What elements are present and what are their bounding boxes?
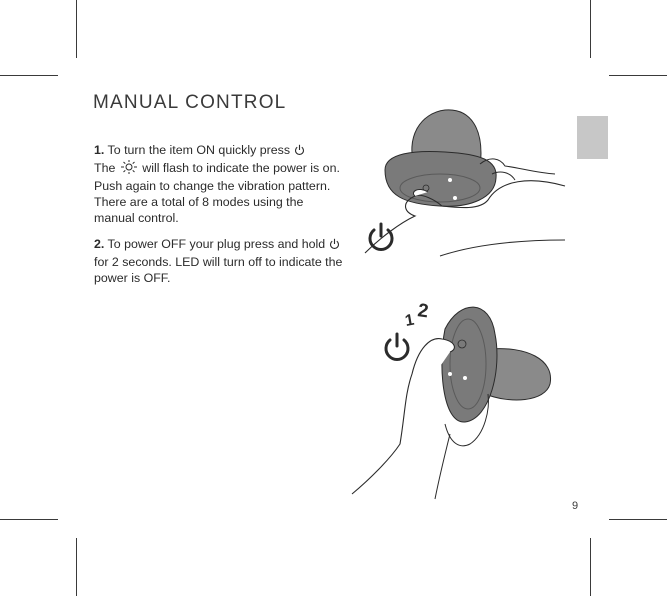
section-tab (577, 116, 608, 159)
step-1-text-c: will flash to indicate the power is on. Push again to change the vibration pattern. There are a total of 8 modes using the manual control. (94, 161, 340, 225)
illustration-power-on (360, 108, 570, 258)
step-2-paragraph (94, 236, 344, 286)
step-2-number: 2. (94, 237, 105, 251)
step-1-paragraph (94, 142, 344, 226)
plug-base (385, 151, 496, 206)
step-1-text-a: To turn the item ON quickly press (104, 143, 294, 157)
step-1-number: 1. (94, 143, 105, 157)
page-title: MANUAL CONTROL (93, 92, 287, 113)
count-2: 2 (416, 300, 430, 323)
step-1-text-b: The (94, 161, 119, 175)
power-icon (386, 334, 408, 359)
crop-mark (0, 75, 58, 76)
crop-mark (76, 538, 77, 596)
power-icon (294, 144, 305, 160)
crop-mark (0, 519, 58, 520)
power-icon (370, 224, 392, 249)
hand (352, 339, 454, 494)
crop-mark (590, 0, 591, 58)
crop-mark (609, 519, 667, 520)
page-number: 9 (572, 500, 579, 512)
crop-mark (76, 0, 77, 58)
crop-mark (609, 75, 667, 76)
count-1: 1 (403, 311, 416, 330)
step-2-text-a: To power OFF your plug press and hold (104, 237, 329, 251)
power-icon (329, 238, 340, 254)
crop-mark (590, 538, 591, 596)
illustration-power-off (350, 294, 565, 499)
step-2-text-b: for 2 seconds. LED will turn off to indicate the power is OFF. (94, 255, 343, 285)
led-light-icon (119, 160, 139, 178)
